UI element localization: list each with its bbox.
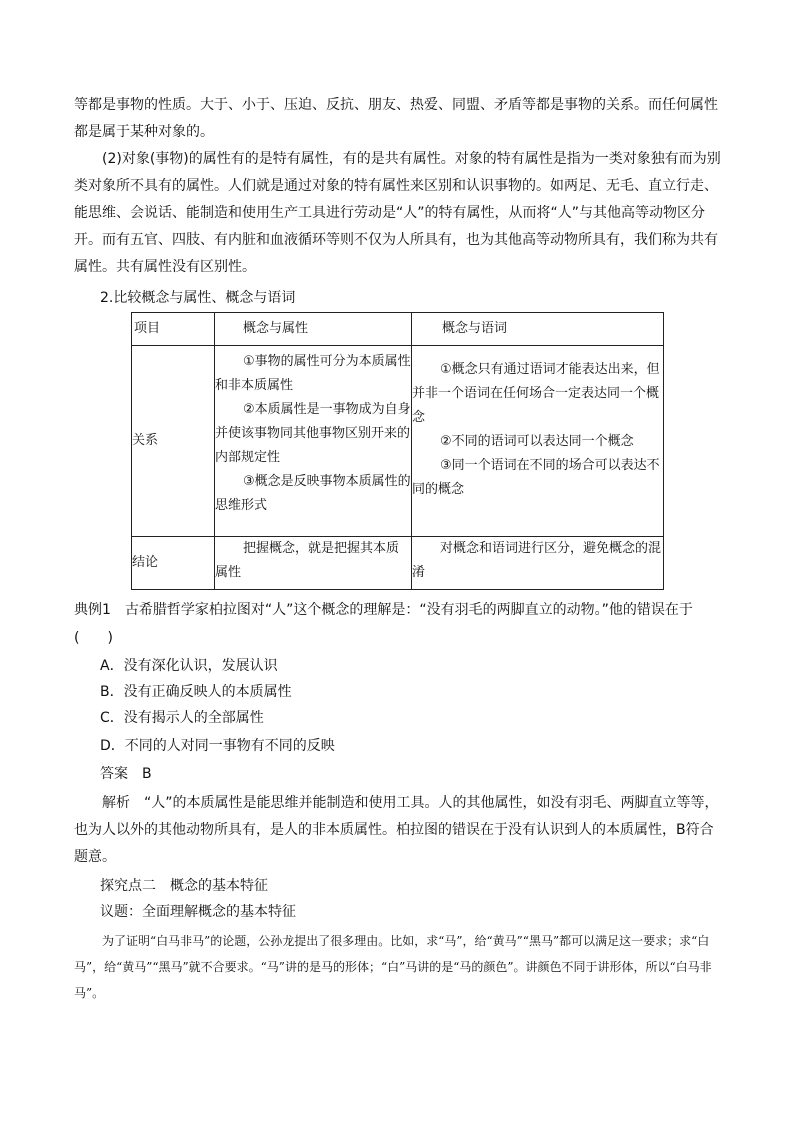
relation-concept-attribute xyxy=(215,346,412,537)
paragraph-special-attributes: (2)对象(事物)的属性有的是特有属性，有的是共有属性。对象的特有属性是指为一类对象独有而为别类对象所不具有的属性。人们就是通过对象的特有属性来区别和认识事物的。如两足、无毛、直立行走、能思维、会说话、能制造和使用生产工具进行劳动是“人”的特有属性，从而将“人”与其他高等动物区分开。而有五官、四肢、有内脏和血液循环等则不仅为人所具有，也为其他高等动物所具有，我们称为共有属性。共有属性没有区别性。 xyxy=(74,151,721,275)
example-question: 典例1 古希腊哲学家柏拉图对“人”这个概念的理解是：“没有羽毛的两脚直立的动物。”他的错误在于( ) xyxy=(74,602,693,646)
header-concept-word: 概念与语词 xyxy=(412,313,664,346)
explore-point-title: 探究点二 概念的基本特征 xyxy=(100,878,268,894)
comparison-table xyxy=(131,312,664,590)
list-item: ③同一个语词在不同的场合可以表达不同的概念 xyxy=(412,458,660,497)
topic: 议题：全面理解概念的基本特征 xyxy=(100,904,296,920)
header-item: 项目 xyxy=(132,313,215,346)
table-row-relation xyxy=(132,346,664,537)
conclusion-concept-word: 对概念和语词进行区分，避免概念的混淆 xyxy=(412,537,664,590)
analysis: 解析 “人”的本质属性是能思维并能制造和使用工具。人的其他属性，如没有羽毛、两脚直立等等，也为人以外的其他动物所具有，是人的非本质属性。柏拉图的错误在于没有认识到人的本质属性，B符合题意。 xyxy=(74,795,719,865)
option-b: B．没有正确反映人的本质属性 xyxy=(100,684,292,700)
option-a: A．没有深化认识，发展认识 xyxy=(100,658,278,674)
list-item: ①概念只有通过语词才能表达出来，但并非一个语词在任何场合一定表达同一个概念 xyxy=(412,362,660,425)
table-header-row xyxy=(132,313,664,346)
conclusion-concept-attribute: 把握概念，就是把握其本质属性 xyxy=(215,537,412,590)
section-title: 2.比较概念与属性、概念与语词 xyxy=(100,290,296,306)
story-paragraph: 为了证明“白马非马”的论题，公孙龙提出了很多理由。比如，求“马”，给“黄马”“黑马”都可以满足这一要求；求“白马”，给“黄马”“黑马”就不合要求。“马”讲的是马的形体；“白”马讲的是“马的颜色”。讲颜色不同于讲形体，所以“白马非马”。 xyxy=(74,934,712,1000)
relation-label: 关系 xyxy=(132,346,215,537)
list-item: ②本质属性是一事物成为自身并使该事物同其他事物区别开来的内部规定性 xyxy=(215,402,411,465)
table-row-conclusion xyxy=(132,537,664,590)
relation-concept-word xyxy=(412,346,664,537)
header-concept-attribute: 概念与属性 xyxy=(215,313,412,346)
option-c: C．没有揭示人的全部属性 xyxy=(100,710,264,726)
conclusion-label: 结论 xyxy=(132,537,215,590)
list-item: ③概念是反映事物本质属性的思维形式 xyxy=(215,474,411,513)
option-d: D．不同的人对同一事物有不同的反映 xyxy=(100,738,335,754)
list-item: ①事物的属性可分为本质属性和非本质属性 xyxy=(215,354,411,393)
answer: 答案 B xyxy=(100,766,152,782)
paragraph-attributes: 等都是事物的性质。大于、小于、压迫、反抗、朋友、热爱、同盟、矛盾等都是事物的关系。而任何属性都是属于某种对象的。 xyxy=(74,97,718,140)
list-item: ②不同的语词可以表达同一个概念 xyxy=(440,434,634,449)
